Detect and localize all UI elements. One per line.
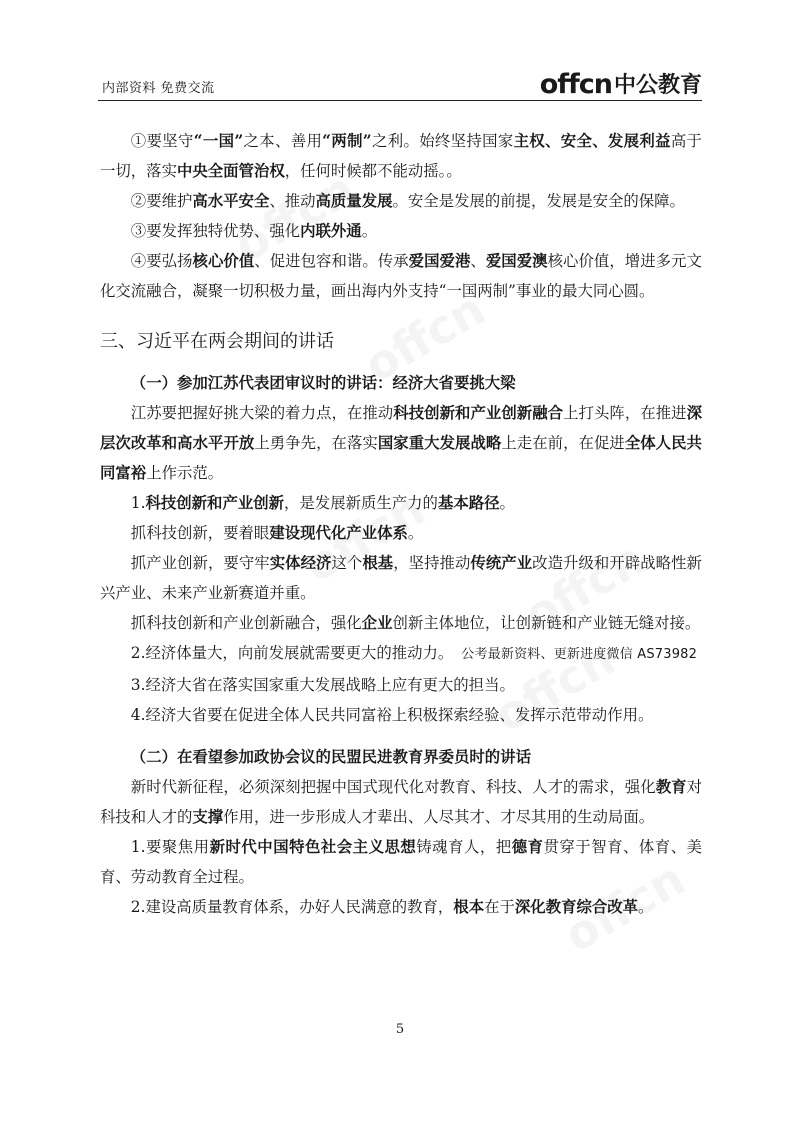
paragraph: 3.经济大省在落实国家重大发展战略上应有更大的担当。: [130, 676, 515, 694]
document-body: [100, 126, 702, 922]
paragraph: ③要发挥独特优势、强化内联外通。: [130, 222, 378, 240]
paragraph: ②要维护高水平安全、推动高质量发展。安全是发展的前提，发展是安全的保障。: [130, 192, 685, 210]
paragraph: 江苏要把握好挑大梁的着力点，在推动科技创新和产业创新融合上打头阵，在推进深层次改革和高水平开放上勇争先，在落实国家重大发展战略上走在前，在促进全体人民共同富裕上作示范。: [100, 404, 702, 482]
paragraph: 抓产业创新，要守牢实体经济这个根基，坚持推动传统产业改造升级和开辟战略性新兴产业、未来产业新赛道并重。: [100, 554, 702, 602]
paragraph: 抓科技创新和产业创新融合，强化企业创新主体地位，让创新链和产业链无缝对接。: [130, 614, 701, 632]
paragraph: 4.经济大省要在促进全体人民共同富裕上积极探索经验、发挥示范带动作用。: [130, 706, 654, 724]
header-caption: 内部资料 免费交流: [102, 81, 215, 96]
paragraph: ①要坚守“一国”之本、善用“两制”之利。始终坚持国家主权、安全、发展利益高于一切，落实中央全面管治权，任何时候都不能动摇。。: [100, 132, 702, 180]
paragraph: 2.建设高质量教育体系，办好人民满意的教育，根本在于深化教育综合改革。: [130, 898, 654, 916]
paragraph: 1.科技创新和产业创新，是发展新质生产力的基本路径。: [130, 494, 515, 512]
paragraph: 抓科技创新，要着眼建设现代化产业体系。: [130, 524, 424, 542]
paragraph: 新时代新征程，必须深刻把握中国式现代化对教育、科技、人才的需求，强化教育对科技和人才的支撑作用，进一步形成人才辈出、人尽其才、才尽其用的生动局面。: [100, 778, 702, 826]
subsection-heading: （二）在看望参加政协会议的民盟民进教育界委员时的讲话: [130, 748, 531, 766]
subsection-heading: （一）参加江苏代表团审议时的讲话：经济大省要挑大梁: [130, 374, 516, 392]
offcn-logo: [540, 66, 702, 98]
logo-wordmark: offcn: [539, 69, 612, 100]
page-number: 5: [395, 1022, 405, 1037]
promo-note: 公考最新资料、更新进度微信 AS73982: [461, 647, 698, 662]
logo-chinese: 中公教育: [613, 73, 702, 98]
paragraph: ④要弘扬核心价值、促进包容和谐。传承爱国爱港、爱国爱澳核心价值，增进多元文化交流融合，凝聚一切积极力量，画出海内外支持“一国两制”事业的最大同心圆。: [100, 252, 702, 300]
paragraph: 2.经济体量大，向前发展就需要更大的推动力。 公考最新资料、更新进度微信 AS73982: [130, 644, 698, 662]
page-header: [98, 66, 702, 101]
paragraph: 1.要聚焦用新时代中国特色社会主义思想铸魂育人，把德育贯穿于智育、体育、美育、劳动教育全过程。: [100, 838, 702, 886]
section-heading: 三、习近平在两会期间的讲话: [100, 331, 334, 352]
